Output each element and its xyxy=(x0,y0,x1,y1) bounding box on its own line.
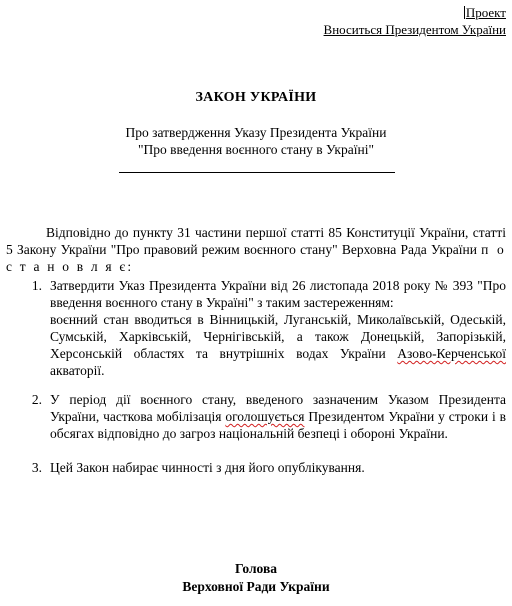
subtitle-line-1: Про затвердження Указу Президента України xyxy=(125,125,387,140)
project-status: Проект xyxy=(465,5,506,20)
text-cursor xyxy=(464,6,465,19)
subtitle-rule xyxy=(119,172,395,173)
item-text: Цей Закон набирає чинності з дня його опублікування. xyxy=(50,460,365,475)
subtitle-line-2: "Про введення воєнного стану в Україні" xyxy=(138,142,374,157)
spellcheck-flagged-word: оголошується xyxy=(225,409,305,424)
law-item-1 xyxy=(6,277,506,379)
preamble-text: Відповідно до пункту 31 частини першої статті 85 Конституції України, статті 5 Закону України "Про правовий режим воєнного стану" Верховна Рада України xyxy=(6,224,506,257)
item-number: 3. xyxy=(31,460,42,475)
preamble xyxy=(6,224,506,275)
reservation-text: воєнний стан вводиться в Вінницькій, Луганській, Миколаївській, Одеській, Сумській, Харківській, Чернігівській, а також Донецькій, Запорізькій, Херсонській областях та внутрішніх водах України xyxy=(50,312,506,361)
document-header xyxy=(324,4,506,38)
decree-word: п о с т а н о в л я є: xyxy=(6,241,506,274)
project-status-line xyxy=(324,4,506,21)
signature-block xyxy=(0,560,512,596)
law-title: ЗАКОН УКРАЇНИ xyxy=(195,90,317,105)
item-number: 1. xyxy=(31,278,42,293)
law-subtitle xyxy=(0,124,512,158)
law-items xyxy=(6,277,506,476)
spellcheck-flagged-word: Азово-Керченської xyxy=(397,346,506,361)
reservation-end: акваторії. xyxy=(50,363,105,378)
item-text: Затвердити Указ Президента України від 26 листопада 2018 року № 393 "Про введення воєнного стану в Україні" з таким застереженням: xyxy=(50,278,506,310)
signature-body: Верховної Ради України xyxy=(182,579,330,594)
item-text-end: Президентом України у строки і в обсягах відповідно до загроз національній безпеці і обороні України. xyxy=(50,409,506,441)
item-text xyxy=(50,391,506,442)
law-item-3 xyxy=(6,459,506,476)
signature-title: Голова xyxy=(234,561,277,576)
item-reservation xyxy=(50,311,506,379)
submitted-by: Вноситься Президентом України xyxy=(323,22,506,37)
item-number: 2. xyxy=(31,392,42,407)
item-text-start: У період дії воєнного стану, введеного зазначеним Указом Президента України, часткова мобілізація xyxy=(50,392,506,424)
law-item-2 xyxy=(6,391,506,442)
